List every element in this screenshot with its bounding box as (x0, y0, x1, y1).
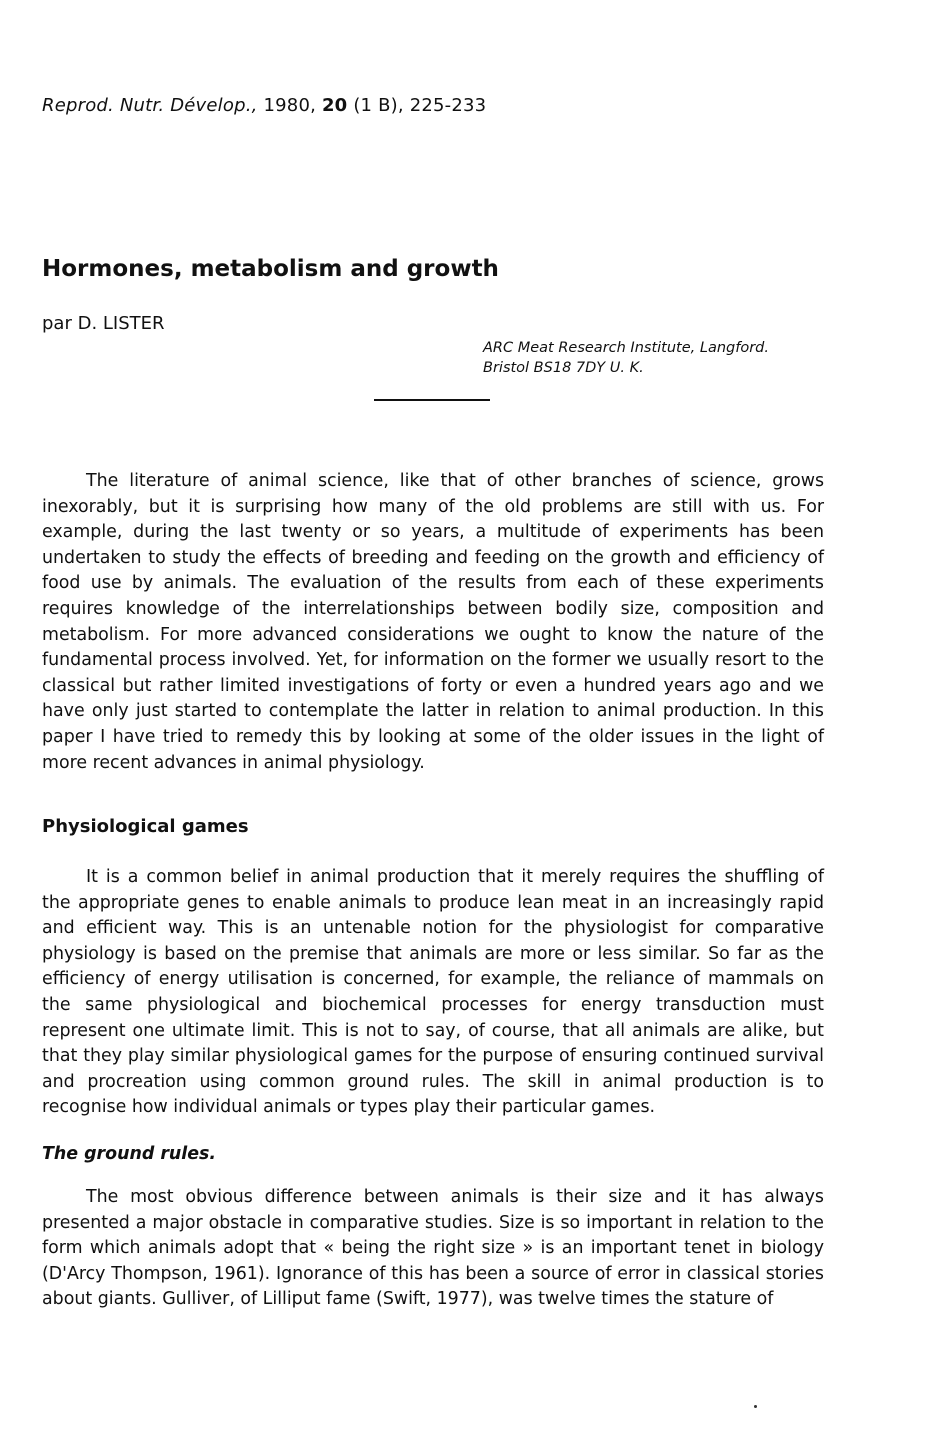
journal-reference (42, 95, 486, 116)
subsection-heading: The ground rules. (42, 1144, 216, 1164)
section-paragraph: It is a common belief in animal production that it merely requires the shuffling of the appropriate genes to enable animals to produce lean meat in an increasingly rapid and efficient way. This is an untenable notion for the physiologist for comparative physiology is based on the premise that animals are more or less similar. So far as the efficiency of energy utilisation is concerned, for example, the reliance of mammals on the same physiological and biochemical processes for energy transduction must represent one ultimate limit. This is not to say, of course, that all animals are alike, but that they play similar physiological games for the purpose of ensuring continued survival and procreation using common ground rules. The skill in animal production is to recognise how individual animals or types play their particular games. (42, 867, 824, 1118)
title-separator-rule (374, 399, 490, 401)
intro-paragraph: The literature of animal science, like that of other branches of science, grows inexorably, but it is surprising how many of the old problems are still with us. For example, during the last twenty or so years, a multitude of experiments has been undertaken to study the effects of breeding and feeding on the growth and efficiency of food use by animals. The evaluation of the results from each of these experiments requires knowledge of the interrelationships between bodily size, composition and metabolism. For more advanced considerations we ought to know the nature of the fundamental process involved. Yet, for information on the former we usually resort to the classical but rather limited investigations of forty or even a hundred years ago and we have only just started to contemplate the latter in relation to animal production. In this paper I have tried to remedy this by looking at some of the older issues in the light of more recent advances in animal physiology. (42, 471, 824, 773)
page-speck (754, 1405, 757, 1408)
article-title: Hormones, metabolism and growth (42, 256, 499, 282)
affiliation-line-1: ARC Meat Research Institute, Langford. (483, 340, 769, 356)
author-line: par D. LISTER (42, 313, 165, 334)
subsection-paragraph: The most obvious difference between animals is their size and it has always presented a major obstacle in comparative studies. Size is so important in relation to the form which animals adopt that « being the right size » is an important tenet in biology (D'Arcy Thompson, 1961). Ignorance of this has been a source of error in classical stories about giants. Gulliver, of Lilliput fame (Swift, 1977), was twelve times the stature of (42, 1187, 824, 1310)
journal-volume: 20 (321, 95, 348, 116)
journal-issue-pages: (1 B), 225-233 (353, 95, 487, 116)
journal-year: 1980, (263, 95, 317, 116)
journal-name: Reprod. Nutr. Dévelop., (42, 95, 258, 116)
affiliation-line-2: Bristol BS18 7DY U. K. (483, 360, 644, 376)
affiliation (483, 338, 769, 378)
section-heading: Physiological games (42, 816, 249, 837)
